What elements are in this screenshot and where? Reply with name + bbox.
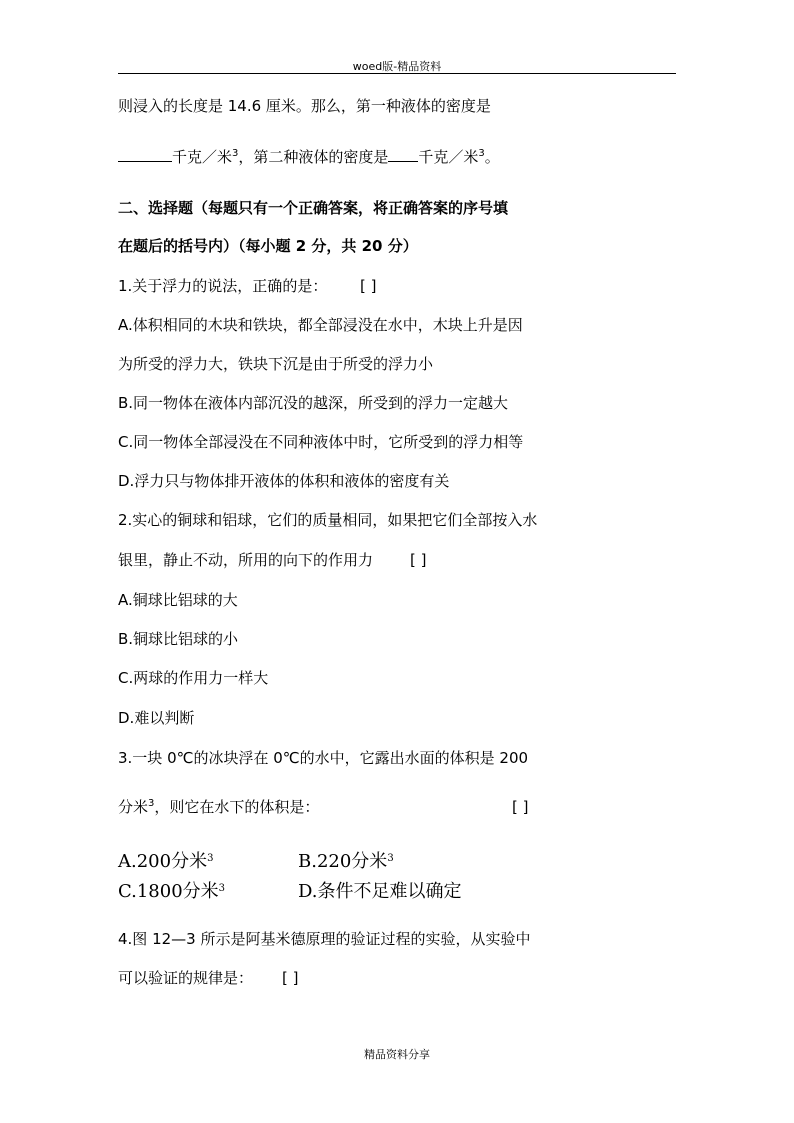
header-divider <box>118 73 676 74</box>
superscript: 3 <box>232 148 239 159</box>
fill-in-line <box>118 147 500 167</box>
option-label: A.200分米 <box>118 851 208 872</box>
option-label: C.1800分米 <box>118 881 219 902</box>
answer-blank <box>388 147 418 162</box>
question-4: 4.图 12—3 所示是阿基米德原理的验证过程的实验，从实验中 <box>118 930 531 948</box>
superscript: 3 <box>387 853 394 864</box>
option-text: B.同一物体在液体内部沉没的越深，所受到的浮力一定越大 <box>118 394 509 412</box>
option-a <box>118 851 213 873</box>
text-span: ，则它在水下的体积是： <box>154 798 320 816</box>
option-text: A.铜球比铝球的大 <box>118 591 238 609</box>
superscript: 3 <box>218 883 226 894</box>
option-text: B.铜球比铝球的小 <box>118 630 239 648</box>
answer-bracket: [ ] <box>282 969 299 987</box>
option-text: A.体积相同的木块和铁块，都全部浸没在水中，木块上升是因 <box>118 316 523 334</box>
option-c <box>118 881 225 903</box>
question-2: 2.实心的铜球和铝球，它们的质量相同，如果把它们全部按入水 <box>118 511 538 529</box>
page-footer: 精品资料分享 <box>364 1048 430 1061</box>
section-title: 二、选择题（每题只有一个正确答案，将正确答案的序号填 <box>118 199 509 217</box>
unit-text: 千克／米 <box>172 148 233 166</box>
page-header: woed版-精品资料 <box>352 60 442 73</box>
option-text: C.同一物体全部浸没在不同种液体中时，它所受到的浮力相等 <box>118 433 524 451</box>
option-text: D.难以判断 <box>118 709 195 727</box>
question-3: 3.一块 0℃的冰块浮在 0℃的水中，它露出水面的体积是 200 <box>118 749 529 767</box>
option-text: D.浮力只与物体排开液体的体积和液体的密度有关 <box>118 472 450 490</box>
option-d: D.条件不足难以确定 <box>298 881 462 902</box>
question-4-cont: 可以验证的规律是： <box>118 969 254 987</box>
option-b <box>298 851 394 873</box>
answer-bracket: [ ] <box>512 798 529 816</box>
answer-blank <box>118 147 172 162</box>
answer-bracket: [ ] <box>360 277 377 295</box>
question-3-cont <box>118 797 319 817</box>
option-text: C.两球的作用力一样大 <box>118 669 269 687</box>
superscript: 3 <box>478 148 485 159</box>
option-text: 为所受的浮力大，铁块下沉是由于所受的浮力小 <box>118 355 434 373</box>
text-line: 则浸入的长度是 14.6 厘米。那么，第一种液体的密度是 <box>118 97 491 115</box>
unit-text: 分米 <box>118 798 149 816</box>
superscript: 3 <box>148 798 155 809</box>
answer-bracket: [ ] <box>410 551 427 569</box>
text-span: ，第二种液体的密度是 <box>238 148 389 166</box>
option-label: B.220分米 <box>298 851 388 872</box>
question-2-cont: 银里，静止不动，所用的向下的作用力 <box>118 551 374 569</box>
section-title: 在题后的括号内）（每小题 2 分，共 20 分） <box>118 237 418 255</box>
unit-text: 千克／米 <box>418 148 479 166</box>
text-span: 。 <box>484 148 500 166</box>
superscript: 3 <box>207 853 214 864</box>
question-1: 1.关于浮力的说法，正确的是： <box>118 277 328 295</box>
